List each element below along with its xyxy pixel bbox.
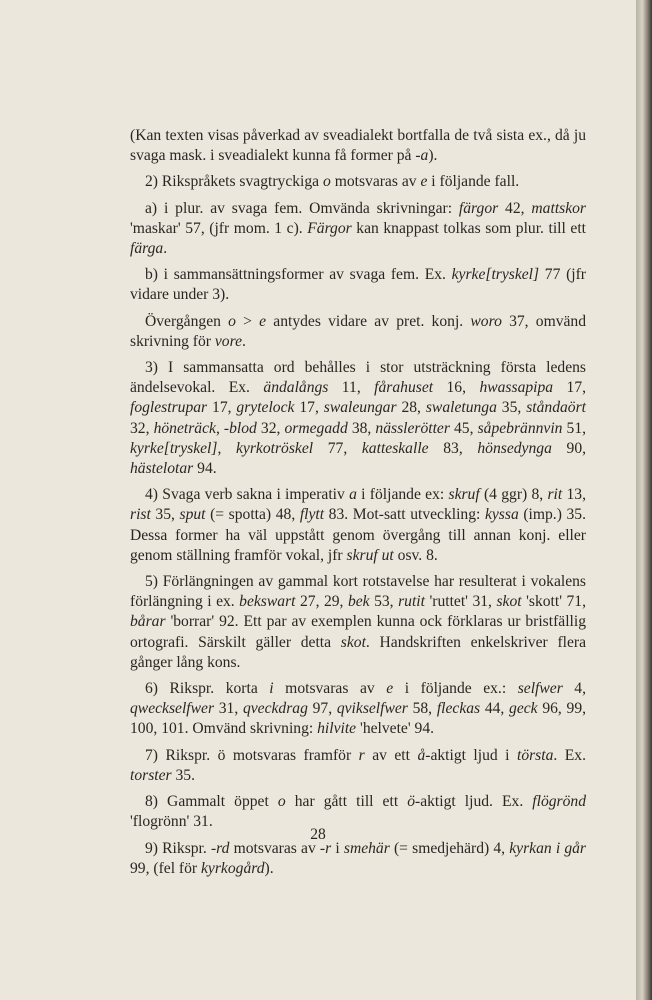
- text-run: 17,: [553, 379, 587, 397]
- paragraph: [130, 265, 586, 305]
- text-run: 28,: [396, 399, 426, 417]
- italic-text: flytt: [299, 506, 325, 524]
- text-run: 6) Rikspr. korta: [145, 680, 270, 698]
- text-run: 45,: [449, 419, 478, 437]
- text-run: 35,: [150, 506, 180, 524]
- text-run: 35,: [496, 399, 527, 417]
- text-run: 77 (jfr vidare under 3).: [130, 266, 586, 304]
- text-run: 97,: [307, 700, 337, 718]
- text-run: antydes vidare av pret. konj.: [266, 312, 471, 330]
- text-run: 'skott' 71,: [521, 593, 586, 611]
- paragraph: [130, 358, 586, 479]
- text-run: 'ruttet' 31,: [424, 593, 497, 611]
- text-run: 37, omvänd skrivning för: [130, 312, 587, 350]
- italic-text: katteskalle: [361, 439, 429, 457]
- italic-text: o: [228, 312, 236, 330]
- text-run: 99, (fel för: [130, 859, 202, 877]
- paragraph: [130, 839, 586, 879]
- italic-text: törsta: [516, 746, 554, 764]
- text-run: 17,: [294, 399, 324, 417]
- italic-text: rutit: [398, 593, 425, 611]
- italic-text: hästelotar: [130, 460, 194, 478]
- body-text: [130, 126, 586, 885]
- paragraph: [130, 172, 586, 192]
- text-run: 31,: [214, 700, 243, 718]
- italic-text: torster: [130, 766, 172, 784]
- italic-text: smehär: [343, 839, 390, 857]
- italic-text: swaleungar: [323, 399, 397, 417]
- italic-text: kyrkotröskel: [236, 439, 314, 457]
- text-run: 38,: [347, 419, 376, 437]
- text-run: 'maskar' 57, (jfr mom. 1 c).: [130, 219, 308, 237]
- italic-text: hönsedynga: [477, 439, 552, 457]
- italic-text: woro: [470, 312, 502, 330]
- text-run: 4,: [562, 680, 587, 698]
- text-run: i följande ex.:: [393, 680, 518, 698]
- italic-text: fårahuset: [374, 379, 434, 397]
- paragraph: [130, 679, 586, 740]
- italic-text: selfwer: [517, 680, 563, 698]
- italic-text: qvikselfwer: [336, 700, 408, 718]
- italic-text: flögrönd: [532, 793, 587, 811]
- italic-text: ö: [407, 793, 416, 811]
- italic-text: kyrke[tryskel]: [451, 266, 540, 284]
- italic-text: färga: [130, 240, 164, 258]
- text-run: 'borrar' 92. Ett par av exemplen kunna ock förklaras ur bristfällig ortografi. Särskilt gäller detta: [130, 613, 586, 651]
- text-run: (Kan texten visas påverkad av sveadialekt bortfalla de två sista ex., då ju svaga mask. i sveadialekt kunna få former på: [130, 127, 586, 165]
- text-run: 32,: [256, 419, 285, 437]
- text-run: har gått till ett: [285, 793, 408, 811]
- text-run: ).: [428, 147, 438, 165]
- text-run: 53,: [369, 593, 399, 611]
- text-run: -aktigt ljud i: [425, 746, 517, 764]
- page-number: 28: [310, 826, 326, 843]
- italic-text: färgor: [458, 199, 499, 217]
- italic-text: qweckselfwer: [130, 700, 215, 718]
- italic-text: o: [277, 793, 286, 811]
- paragraph: [130, 572, 586, 673]
- italic-text: swaletunga: [425, 399, 497, 417]
- paragraph: [130, 126, 586, 166]
- italic-text: foglestrupar: [130, 399, 208, 417]
- italic-text: bek: [347, 593, 370, 611]
- italic-text: ändalångs: [263, 379, 329, 397]
- text-run: av ett: [364, 746, 418, 764]
- text-run: (4 ggr) 8,: [479, 486, 548, 504]
- text-run: (= smedjehärd) 4,: [389, 839, 510, 857]
- italic-text: o: [323, 173, 331, 191]
- text-run: 42,: [498, 199, 532, 217]
- italic-text: geck: [509, 700, 538, 718]
- text-run: 51,: [562, 419, 587, 437]
- text-run: 17,: [207, 399, 237, 417]
- italic-text: -r: [319, 839, 332, 857]
- text-run: 9) Rikspr.: [145, 839, 211, 857]
- text-run: 83,: [428, 439, 478, 457]
- text-run: 94.: [193, 460, 217, 478]
- italic-text: skruf: [448, 486, 480, 504]
- text-run: 58,: [407, 700, 437, 718]
- text-run: 13,: [562, 486, 586, 504]
- text-run: b) i sammansättningsformer av svaga fem. Ex.: [145, 266, 452, 284]
- text-run: .: [163, 240, 168, 258]
- italic-text: a: [349, 486, 357, 504]
- text-run: 11,: [328, 379, 375, 397]
- italic-text: rit: [547, 486, 563, 504]
- text-run: ,: [215, 419, 224, 437]
- book-spine-edge: [636, 0, 652, 1000]
- text-run: 96, 99, 100, 101. Omvänd skrivning:: [130, 700, 587, 738]
- italic-text: å: [417, 746, 426, 764]
- italic-text: ståndaört: [526, 399, 586, 417]
- italic-text: fleckas: [436, 700, 481, 718]
- text-run: (imp.) 35. Dessa former ha väl uppstått genom övergång till annan konj. eller genom ställning framför vokal, jfr: [130, 506, 586, 564]
- text-run: i följande ex:: [356, 486, 449, 504]
- italic-text: nässlerötter: [375, 419, 450, 437]
- italic-text: e: [420, 173, 428, 191]
- text-run: 'flogrönn' 31.: [130, 813, 213, 831]
- italic-text: hwassapipa: [479, 379, 554, 397]
- italic-text: e: [386, 680, 394, 698]
- italic-text: hilvite: [317, 720, 357, 738]
- text-run: 83. Mot-satt utveckling:: [324, 506, 485, 524]
- italic-text: qveckdrag: [242, 700, 308, 718]
- text-run: 3) I sammansatta ord behålles i stor utsträckning första ledens ändelsevokal. Ex.: [130, 359, 586, 397]
- text-run: .: [242, 332, 246, 350]
- italic-text: -a: [415, 147, 429, 165]
- text-run: osv. 8.: [393, 546, 438, 564]
- text-run: 16,: [433, 379, 480, 397]
- italic-text: mattskor: [531, 199, 586, 217]
- italic-text: bårar: [130, 613, 166, 631]
- text-run: motsvaras av: [330, 173, 421, 191]
- italic-text: e: [259, 312, 267, 330]
- text-run: Övergången: [145, 312, 229, 330]
- text-run: 5) Förlängningen av gammal kort rotstavelse har resulterat i vokalens förlängning i ex.: [130, 573, 586, 611]
- text-run: motsvaras av: [273, 680, 387, 698]
- italic-text: rist: [130, 506, 151, 524]
- text-run: 'helvete' 94.: [356, 720, 435, 738]
- paragraph: [130, 312, 586, 352]
- text-run: motsvaras av: [229, 839, 320, 857]
- text-run: ,: [217, 439, 237, 457]
- text-run: 4) Svaga verb sakna i imperativ: [145, 486, 350, 504]
- text-run: 27, 29,: [295, 593, 348, 611]
- italic-text: -blod: [223, 419, 257, 437]
- italic-text: Färgor: [307, 219, 352, 237]
- italic-text: kyssa: [484, 506, 519, 524]
- paragraph: [130, 199, 586, 260]
- italic-text: skot: [340, 633, 366, 651]
- italic-text: -rd: [210, 839, 230, 857]
- text-run: (= spotta) 48,: [205, 506, 300, 524]
- italic-text: r: [358, 746, 365, 764]
- italic-text: såpebrännvin: [477, 419, 563, 437]
- italic-text: skruf ut: [346, 546, 394, 564]
- text-run: i följande fall.: [427, 173, 520, 191]
- italic-text: ormegadd: [284, 419, 348, 437]
- italic-text: sput: [179, 506, 206, 524]
- text-run: -aktigt ljud. Ex.: [415, 793, 533, 811]
- paragraph: [130, 485, 586, 566]
- text-run: >: [235, 312, 260, 330]
- text-run: . Ex.: [553, 746, 586, 764]
- italic-text: höneträck: [153, 419, 216, 437]
- italic-text: kyrkogård: [201, 859, 265, 877]
- text-run: ).: [264, 859, 274, 877]
- text-run: 8) Gammalt öppet: [145, 793, 278, 811]
- text-run: 35.: [171, 766, 195, 784]
- text-run: kan knappast tolkas som plur. till ett: [351, 219, 586, 237]
- text-run: 2) Rikspråkets svagtryckiga: [145, 173, 323, 191]
- text-run: 32,: [130, 419, 154, 437]
- text-run: 7) Rikspr. ö motsvaras framför: [145, 746, 359, 764]
- italic-text: skot: [496, 593, 522, 611]
- italic-text: i: [269, 680, 274, 698]
- text-run: . Handskriften enkelskriver flera gånger lång kons.: [130, 633, 586, 671]
- italic-text: grytelock: [236, 399, 295, 417]
- paragraph: [130, 746, 586, 786]
- text-run: 90,: [551, 439, 587, 457]
- italic-text: kyrkan i går: [509, 839, 586, 857]
- text-run: 77,: [313, 439, 362, 457]
- italic-text: bekswart: [239, 593, 296, 611]
- italic-text: kyrke[tryskel]: [130, 439, 218, 457]
- text-run: i: [331, 839, 344, 857]
- text-run: 44,: [480, 700, 510, 718]
- text-run: a) i plur. av svaga fem. Omvända skrivningar:: [145, 199, 459, 217]
- italic-text: vore: [214, 332, 243, 350]
